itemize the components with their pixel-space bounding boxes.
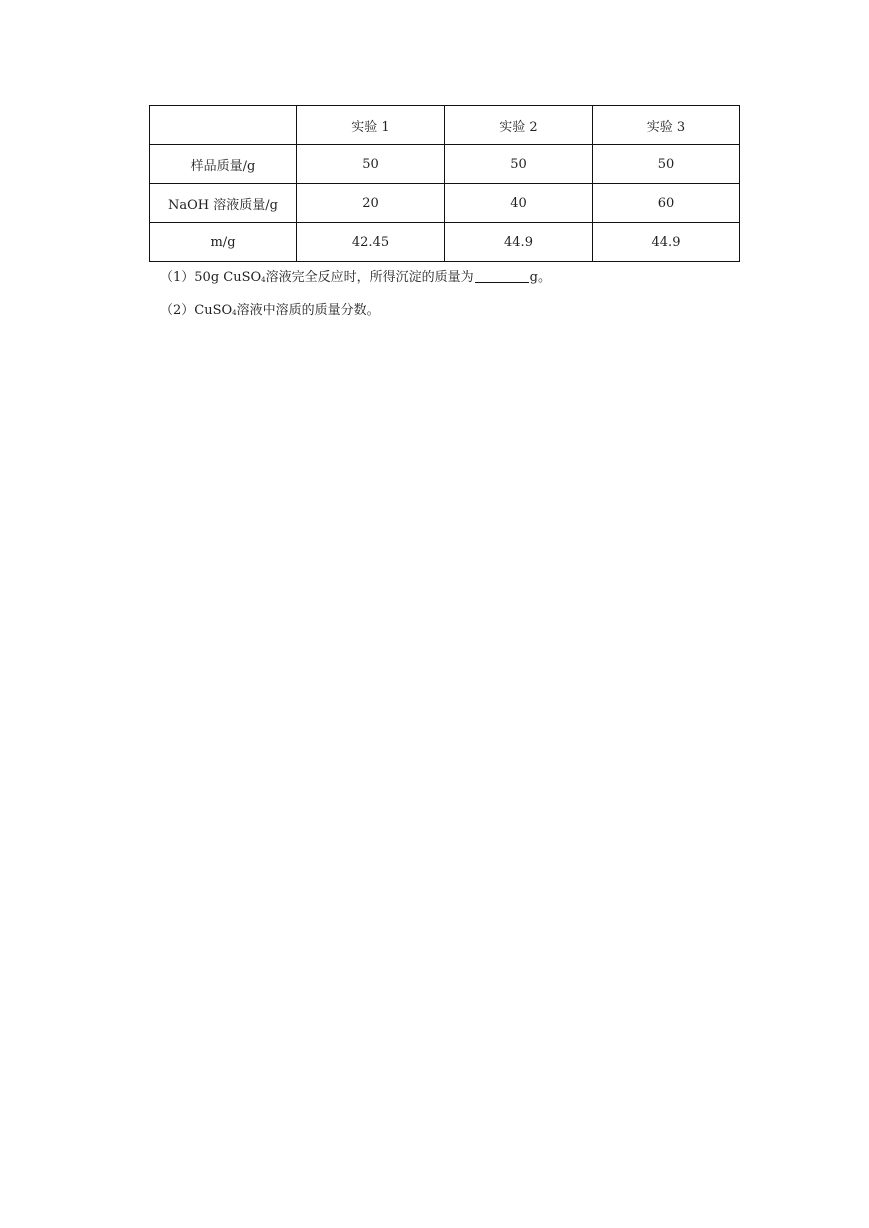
table-row [150, 223, 740, 262]
table-cell: 44.9 [445, 223, 593, 262]
question-1-text: 溶液完全反应时，所得沉淀的质量为 [265, 270, 474, 285]
table-header-row [150, 106, 740, 145]
question-1-prefix: （1）50g CuSO [160, 270, 262, 285]
table-cell: 60 [593, 184, 740, 223]
row-label-cell: NaOH 溶液质量/g [150, 184, 297, 223]
question-2-text: 溶液中溶质的质量分数。 [236, 303, 380, 318]
table-cell: 50 [593, 145, 740, 184]
table-cell: 50 [445, 145, 593, 184]
subscript: 4 [232, 309, 237, 317]
table-cell: 42.45 [297, 223, 445, 262]
table-cell: 20 [297, 184, 445, 223]
table-cell: 40 [445, 184, 593, 223]
table-row [150, 145, 740, 184]
answer-blank[interactable] [475, 269, 529, 283]
table-header-cell: 实验 3 [593, 106, 740, 145]
table-row [150, 184, 740, 223]
question-1-unit: g。 [529, 270, 551, 285]
table-cell: 50 [297, 145, 445, 184]
row-label-cell: m/g [150, 223, 297, 262]
question-2-prefix: （2）CuSO [160, 303, 233, 318]
question-2 [160, 302, 380, 322]
experiment-data-table [149, 105, 740, 262]
table-cell: 44.9 [593, 223, 740, 262]
subscript: 4 [261, 276, 266, 284]
table-header-cell: 实验 2 [445, 106, 593, 145]
table-header-cell [150, 106, 297, 145]
row-label-cell: 样品质量/g [150, 145, 297, 184]
table-header-cell: 实验 1 [297, 106, 445, 145]
question-1 [160, 269, 551, 289]
